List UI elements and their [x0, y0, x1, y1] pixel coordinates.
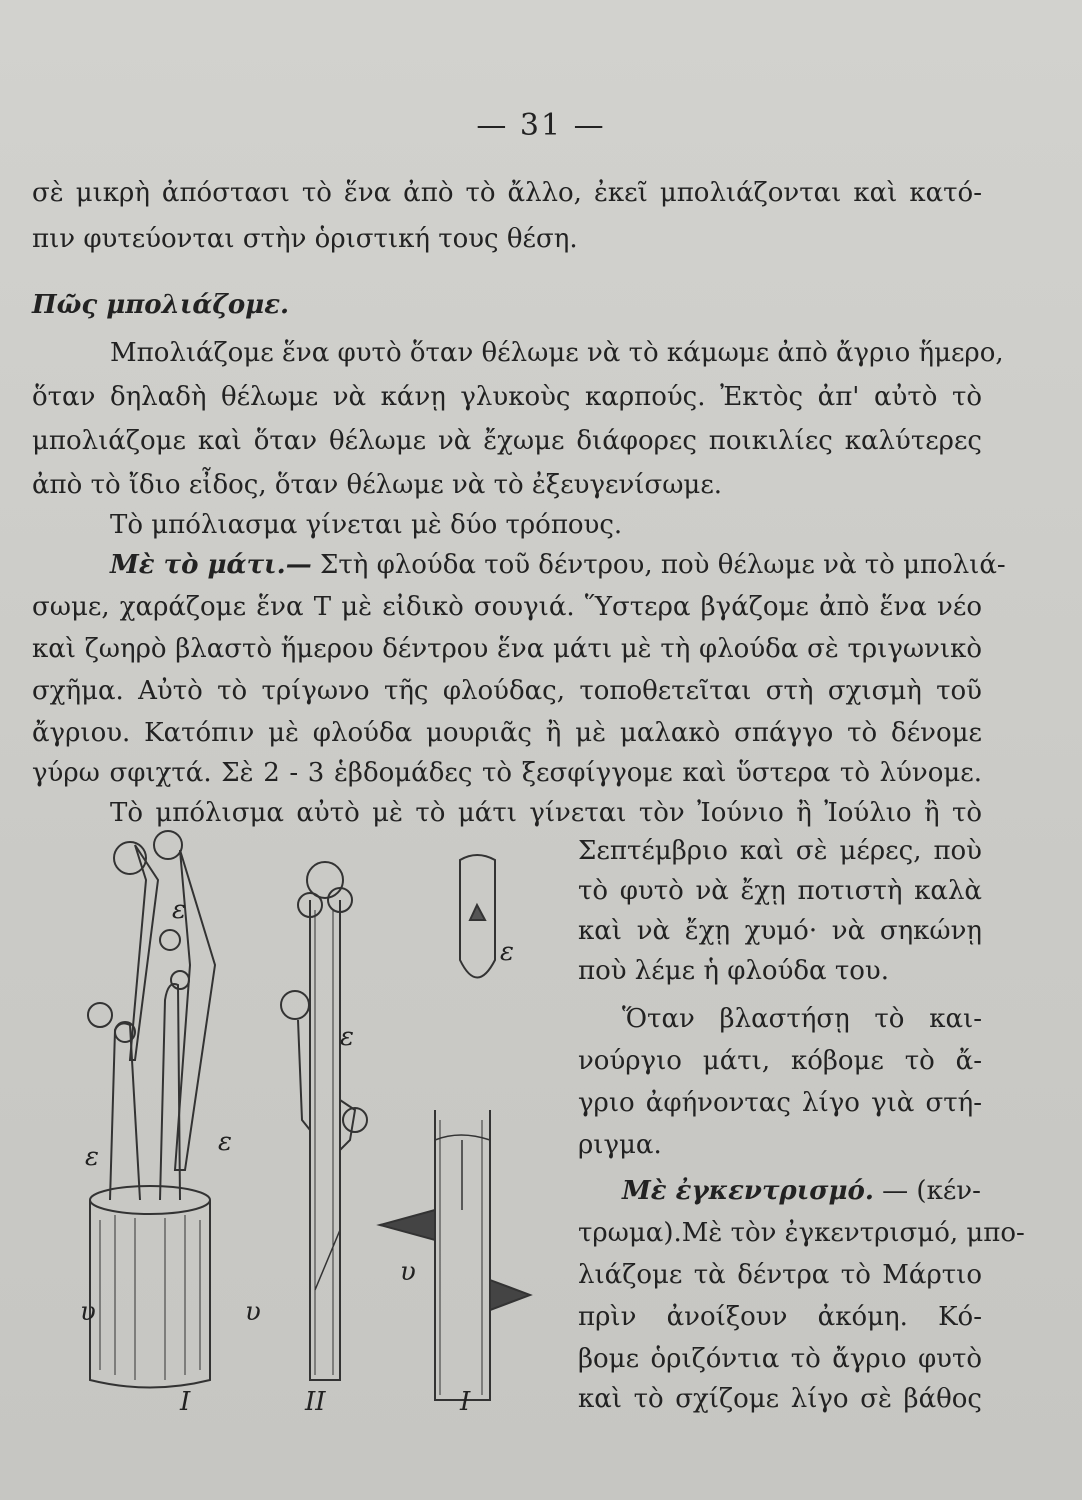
label-fig3: I — [460, 1387, 471, 1417]
text-line — [110, 550, 1006, 581]
label-fig2: II — [305, 1387, 326, 1417]
text-line: καὶ ζωηρὸ βλαστὸ ἥμερου δέντρου ἕνα μάτι μὲ τὴ φλούδα σὲ τριγωνικὸ — [32, 634, 982, 664]
label-e: ε — [218, 1127, 232, 1157]
column-line: λιάζομε τὰ δέντρα τὸ Μάρτιο — [578, 1260, 982, 1290]
text-line: ὅταν δηλαδὴ θέλωμε νὰ κάνῃ γλυκοὺς καρπούς. Ἐκτὸς ἀπ' αὐτὸ τὸ — [32, 382, 982, 412]
subheading-egkentrismo: Μὲ ἐγκεντρισμό. — [622, 1176, 874, 1206]
column-line: πρὶν ἀνοίξουν ἀκόμη. Κό- — [578, 1302, 982, 1332]
figure-one — [88, 831, 215, 1388]
label-u: υ — [80, 1297, 96, 1327]
column-line: καὶ νὰ ἔχῃ χυμό· νὰ σηκώνῃ — [578, 916, 982, 946]
column-line: ποὺ λέμε ἡ φλούδα του. — [578, 956, 889, 986]
column-line: καὶ τὸ σχίζομε λίγο σὲ βάθος — [578, 1384, 982, 1414]
grafting-illustration — [40, 820, 560, 1420]
text-line: Τὸ μπόλισμα αὐτὸ μὲ τὸ μάτι γίνεται τὸν Ἰούνιο ἢ Ἰούλιο ἢ τὸ — [110, 798, 982, 828]
text-line: μπολιάζομε καὶ ὅταν θέλωμε νὰ ἔχωμε διάφορες ποικιλίες καλύτερες — [32, 426, 982, 456]
label-e: ε — [500, 937, 514, 967]
grafting-drawing — [40, 820, 560, 1420]
text-line-rest: — (κέν- — [873, 1176, 981, 1206]
text-line: γύρω σφιχτά. Σὲ 2 - 3 ἑβδομάδες τὸ ξεσφίγγομε καὶ ὕστερα τὸ λύνομε. — [32, 758, 982, 788]
text-line: πιν φυτεύονται στὴν ὁριστική τους θέση. — [32, 224, 578, 254]
text-line: Μπολιάζομε ἕνα φυτὸ ὅταν θέλωμε νὰ τὸ κάμωμε ἀπὸ ἄγριο ἥμερο, — [110, 338, 1004, 368]
text-line: Τὸ μπόλιασμα γίνεται μὲ δύο τρόπους. — [110, 510, 623, 540]
column-line — [622, 1176, 982, 1207]
text-line: σωμε, χαράζομε ἕνα Τ μὲ εἰδικὸ σουγιά. Ὕστερα βγάζομε ἀπὸ ἕνα νέο — [32, 592, 982, 622]
column-line: νούργιο μάτι, κόβομε τὸ ἄ- — [578, 1046, 982, 1076]
label-u: υ — [400, 1257, 416, 1287]
column-line: Σεπτέμβριο καὶ σὲ μέρες, ποὺ — [578, 836, 982, 866]
section-heading: Πῶς μπολιάζομε. — [32, 290, 290, 320]
text-line: ἄγριου. Κατόπιν μὲ φλούδα μουριᾶς ἢ μὲ μαλακὸ σπάγγο τὸ δένομε — [32, 718, 982, 748]
label-u: υ — [245, 1297, 261, 1327]
page-number: — 31 — — [476, 108, 606, 143]
subheading-mati: Μὲ τὸ μάτι.— — [110, 550, 312, 580]
column-line: τρωμα).Μὲ τὸν ἐγκεντρισμό, μπο- — [578, 1218, 1025, 1248]
column-line: γριο ἀφήνοντας λίγο γιὰ στή- — [578, 1088, 982, 1118]
text-line: σχῆμα. Αὐτὸ τὸ τρίγωνο τῆς φλούδας, τοποθετεῖται στὴ σχισμὴ τοῦ — [32, 676, 982, 706]
text-line: ἀπὸ τὸ ἴδιο εἶδος, ὅταν θέλωμε νὰ τὸ ἐξευγενίσωμε. — [32, 470, 723, 500]
label-e: ε — [85, 1142, 99, 1172]
column-line: βομε ὁριζόντια τὸ ἄγριο φυτὸ — [578, 1344, 982, 1374]
column-line: τὸ φυτὸ νὰ ἔχῃ ποτιστὴ καλὰ — [578, 876, 982, 906]
label-e: ε — [340, 1022, 354, 1052]
figure-two — [281, 862, 367, 1380]
column-line: ριγμα. — [578, 1130, 662, 1160]
text-line: σὲ μικρὴ ἀπόστασι τὸ ἕνα ἀπὸ τὸ ἄλλο, ἐκεῖ μπολιάζονται καὶ κατό- — [32, 178, 982, 208]
label-e: ε — [172, 895, 186, 925]
label-fig1: I — [180, 1387, 191, 1417]
text-line-rest: Στὴ φλούδα τοῦ δέντρου, ποὺ θέλωμε νὰ τὸ μπολιά- — [311, 550, 1006, 580]
column-line: Ὅταν βλαστήσῃ τὸ και- — [622, 1004, 982, 1034]
